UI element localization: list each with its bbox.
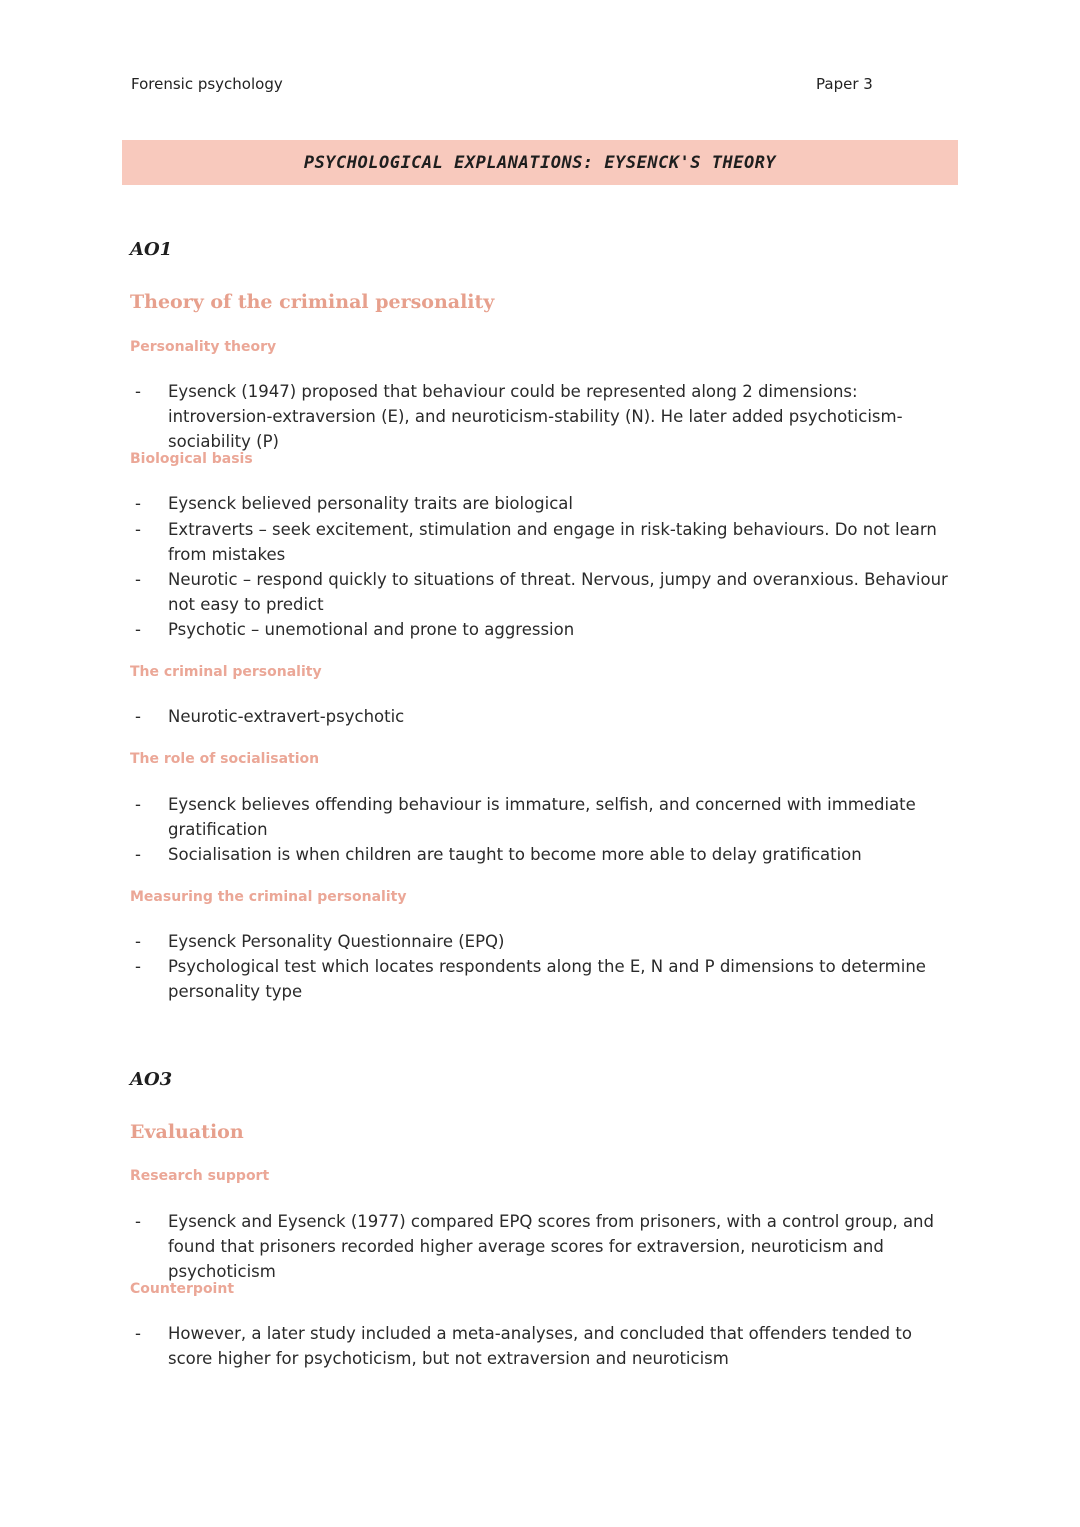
title-band: [122, 140, 958, 185]
ao1-label: AO1: [130, 239, 173, 260]
list-item: - However, a later study included a meta-analyses, and concluded that offenders tended to score higher for psychoticism, but not extraversion and neuroticism: [135, 1324, 912, 1368]
subheading-personality-theory: Personality theory: [130, 339, 277, 355]
header-subject: Forensic psychology: [131, 75, 283, 93]
list-item: - Eysenck and Eysenck (1977) compared EPQ scores from prisoners, with a control group, and found that prisoners recorded higher average scores for extraversion, neuroticism and psychoticism: [135, 1212, 934, 1281]
list-item: - Psychotic – unemotional and prone to aggression: [135, 620, 575, 639]
ao3-label: AO3: [130, 1069, 173, 1090]
list-item: - Eysenck (1947) proposed that behaviour could be represented along 2 dimensions: introversion-extraversion (E), and neuroticism-stability (N). He later added psychoticism-sociability (P): [135, 382, 903, 451]
list-item: - Psychological test which locates respondents along the E, N and P dimensions to determine personality type: [135, 957, 926, 1001]
list-item: - Neurotic – respond quickly to situations of threat. Nervous, jumpy and overanxious. Behaviour not easy to predict: [135, 570, 948, 614]
subheading-criminal-personality: The criminal personality: [130, 664, 322, 680]
list-item: - Neurotic-extravert-psychotic: [135, 707, 405, 726]
subheading-research-support: Research support: [130, 1168, 270, 1184]
list-item: - Extraverts – seek excitement, stimulation and engage in risk-taking behaviours. Do not learn from mistakes: [135, 520, 937, 564]
page-title: PSYCHOLOGICAL EXPLANATIONS: EYSENCK'S THEORY: [303, 152, 777, 173]
subheading-measuring: Measuring the criminal personality: [130, 889, 407, 905]
list-item: - Eysenck believes offending behaviour is immature, selfish, and concerned with immediate gratification: [135, 795, 916, 839]
list-item: - Eysenck believed personality traits are biological: [135, 494, 574, 513]
ao1-heading: Theory of the criminal personality: [130, 291, 495, 313]
subheading-counterpoint: Counterpoint: [130, 1281, 235, 1297]
header-paper: Paper 3: [816, 75, 873, 93]
subheading-socialisation: The role of socialisation: [130, 751, 320, 767]
ao3-heading: Evaluation: [130, 1121, 244, 1143]
list-item: - Eysenck Personality Questionnaire (EPQ): [135, 932, 505, 951]
subheading-biological-basis: Biological basis: [130, 451, 253, 467]
list-item: - Socialisation is when children are taught to become more able to delay gratification: [135, 845, 862, 864]
